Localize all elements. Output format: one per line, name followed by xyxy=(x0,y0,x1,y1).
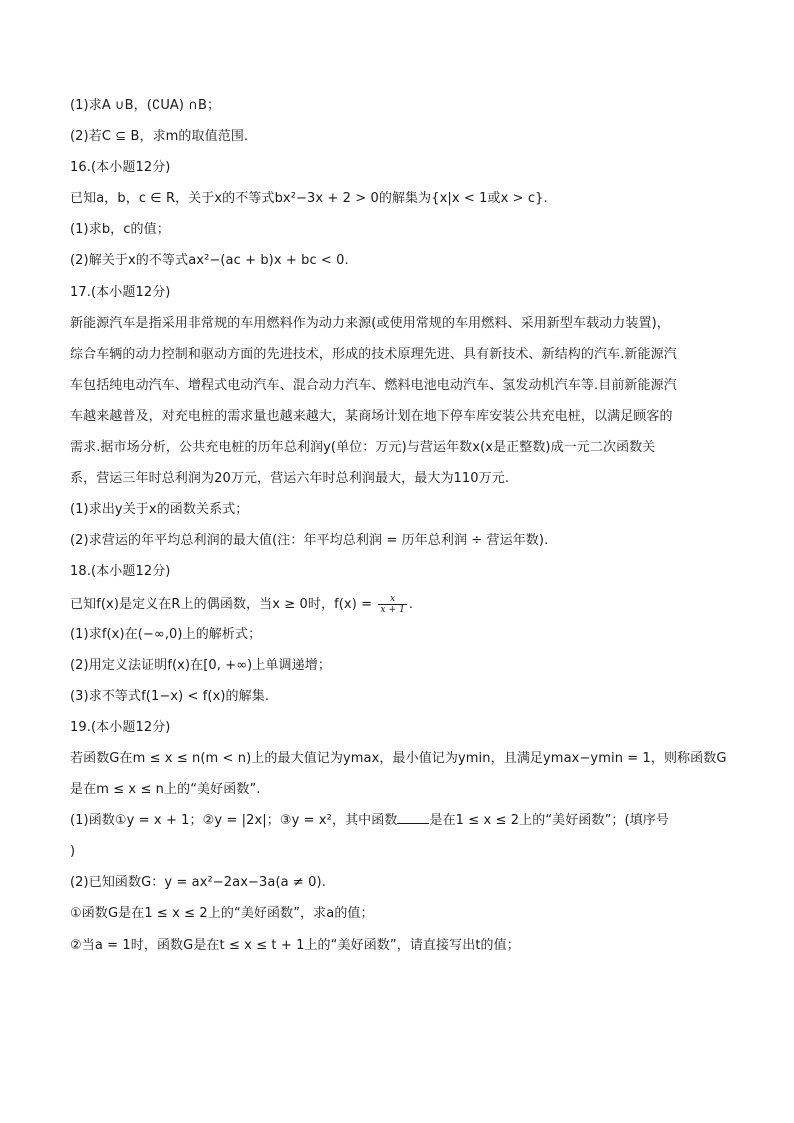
q19-part1-text-a: (1)函数①y = x + 1；②y = |2x|；③y = x²，其中函数 xyxy=(70,813,398,829)
q17-p5-text: 需求.据市场分析，公共充电桩的历年总利润y(单位：万元)与营运年数x(x是正整数)成一元二次函数关 xyxy=(70,440,656,456)
q17-heading-text: 17.(本小题12分) xyxy=(70,284,171,300)
q15-part2 xyxy=(70,127,730,158)
q18-fraction-denominator: x + 1 xyxy=(380,604,405,615)
q17-p2-text: 综合车辆的动力控制和驱动方面的先进技术，形成的技术原理先进、具有新技术、新结构的汽车.新能源汽 xyxy=(70,346,677,362)
q18-stem-end: . xyxy=(408,596,414,612)
q16-part1 xyxy=(70,220,730,251)
q17-paragraph-line-1 xyxy=(70,314,730,345)
q17-part2-text: (2)求营运的年平均总利润的最大值(注：年平均总利润 = 历年总利润 ÷ 营运年数). xyxy=(70,533,549,549)
answer-blank[interactable] xyxy=(397,811,429,824)
q19-part1-text-c: ) xyxy=(70,844,76,860)
q16-part2 xyxy=(70,251,730,282)
exam-page xyxy=(70,96,730,967)
q18-stem-text: 已知f(x)是定义在R上的偶函数，当x ≥ 0时，f(x) = xyxy=(70,596,377,612)
q19-part2-sub1 xyxy=(70,904,730,935)
q18-fraction-numerator: x xyxy=(378,594,407,605)
q16-part2-text: (2)解关于x的不等式ax²−(ac + b)x + bc < 0. xyxy=(70,253,349,269)
q15-part1-text: (1)求A ∪B，(∁UA) ∩B； xyxy=(70,98,221,113)
q19-stem-line-2 xyxy=(70,780,730,811)
q19-stem-line-1 xyxy=(70,749,730,780)
q18-part2 xyxy=(70,656,730,687)
q16-stem-text: 已知a，b，c ∈ R，关于x的不等式bx²−3x + 2 > 0的解集为{x|x < 1或x > c}. xyxy=(70,191,548,207)
q19-part2-sub2 xyxy=(70,936,730,967)
q17-part1 xyxy=(70,500,730,531)
q19-part2 xyxy=(70,873,730,904)
q17-part1-text: (1)求出y关于x的函数关系式； xyxy=(70,502,249,518)
q17-paragraph-line-2 xyxy=(70,345,730,376)
q16-stem xyxy=(70,189,730,220)
q19-part2-sub1-text: ①函数G是在1 ≤ x ≤ 2上的“美好函数”，求a的值； xyxy=(70,906,374,922)
q18-stem xyxy=(70,594,730,625)
q16-heading-text: 16.(本小题12分) xyxy=(70,160,171,176)
q18-heading-text: 18.(本小题12分) xyxy=(70,564,171,580)
q18-fraction xyxy=(378,594,407,615)
q18-part1-text: (1)求f(x)在(−∞,0)上的解析式； xyxy=(70,626,262,642)
q17-paragraph-line-5 xyxy=(70,438,730,469)
q19-stem1-text: 若函数G在m ≤ x ≤ n(m < n)上的最大值记为ymax，最小值记为ymin，且满足ymax−ymin = 1，则称函数G xyxy=(70,750,727,766)
q16-heading xyxy=(70,158,730,189)
q17-heading xyxy=(70,283,730,314)
q19-part1-text-b: 是在1 ≤ x ≤ 2上的“美好函数”；(填序号 xyxy=(429,813,669,829)
q19-part2-sub2-text: ②当a = 1时，函数G是在t ≤ x ≤ t + 1上的“美好函数”，请直接写出t的值； xyxy=(70,937,520,953)
q19-stem2-text: 是在m ≤ x ≤ n上的“美好函数”. xyxy=(70,782,261,798)
q18-heading xyxy=(70,562,730,593)
q18-part2-text: (2)用定义法证明f(x)在[0, +∞)上单调递增； xyxy=(70,657,331,673)
q17-paragraph-line-4 xyxy=(70,407,730,438)
q19-part1 xyxy=(70,811,730,842)
q19-part1-continued xyxy=(70,842,730,873)
q18-part3-text: (3)求不等式f(1−x) < f(x)的解集. xyxy=(70,688,270,704)
q19-heading xyxy=(70,718,730,749)
q19-heading-text: 19.(本小题12分) xyxy=(70,719,171,735)
q15-part2-text: (2)若C ⊆ B，求m的取值范围. xyxy=(70,129,249,145)
q17-paragraph-line-6 xyxy=(70,469,730,500)
q15-part1 xyxy=(70,96,730,127)
q19-part2-text: (2)已知函数G：y = ax²−2ax−3a(a ≠ 0). xyxy=(70,875,326,891)
q17-paragraph-line-3 xyxy=(70,376,730,407)
q17-p3-text: 车包括纯电动汽车、增程式电动汽车、混合动力汽车、燃料电池电动汽车、氢发动机汽车等.目前新能源汽 xyxy=(70,377,677,393)
q17-p4-text: 车越来越普及，对充电桩的需求量也越来越大，某商场计划在地下停车库安装公共充电桩，以满足顾客的 xyxy=(70,408,673,424)
q18-part3 xyxy=(70,687,730,718)
q17-part2 xyxy=(70,531,730,562)
q17-p6-text: 系，营运三年时总利润为20万元，营运六年时总利润最大，最大为110万元. xyxy=(70,471,510,487)
q16-part1-text: (1)求b，c的值； xyxy=(70,222,170,238)
q17-p1-text: 新能源汽车是指采用非常规的车用燃料作为动力来源(或使用常规的车用燃料、采用新型车载动力装置)， xyxy=(70,315,670,331)
q18-part1 xyxy=(70,625,730,656)
